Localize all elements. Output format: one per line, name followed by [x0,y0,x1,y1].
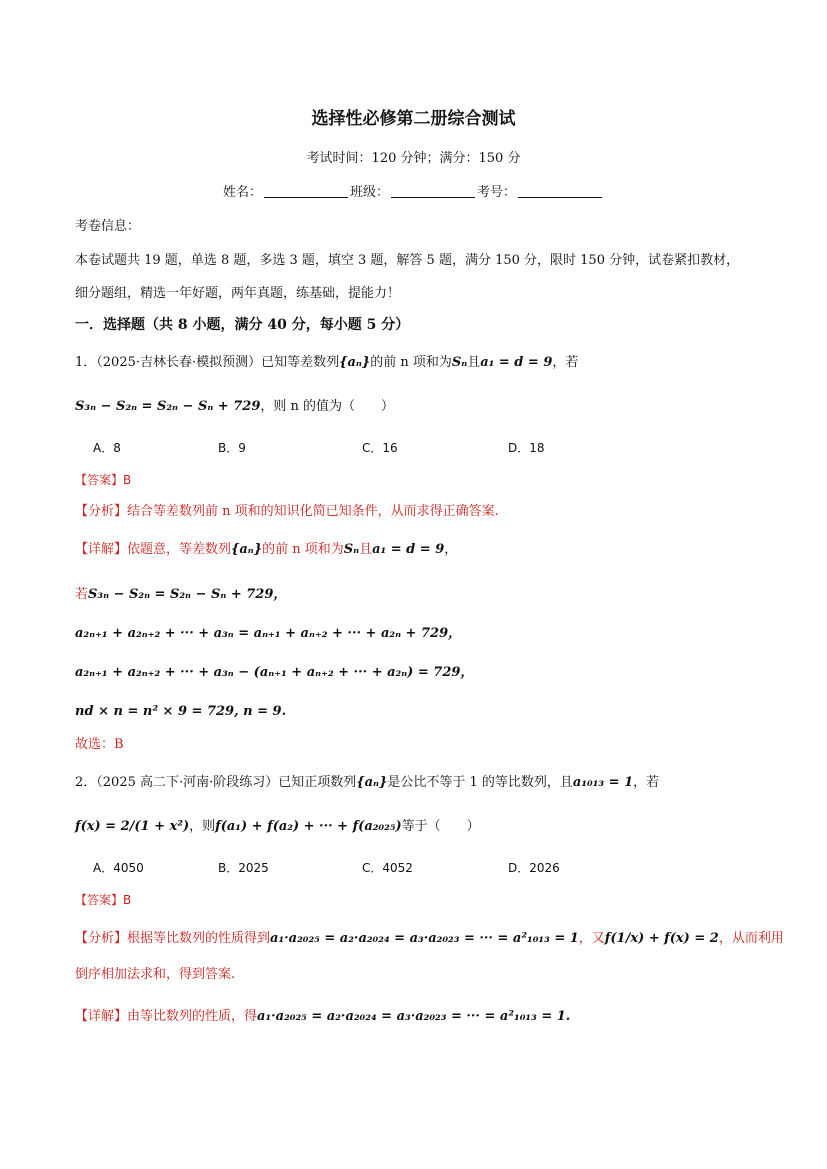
q1-step-4: nd × n = n² × 9 = 729, n = 9. [75,704,287,719]
q2-analysis-end: ，从而利用 [718,931,784,946]
q1-detail-prefix: 【详解】依题意，等差数列 [75,542,232,557]
q1-seq: {aₙ} [339,355,371,370]
q1-detail-cond: a₁ = d = 9 [372,542,445,557]
q2-option-d: D．2026 [508,861,560,875]
q1-option-d: D．18 [508,441,545,455]
q2-answer: 【答案】B [75,893,132,907]
q1-detail-seq: {aₙ} [231,542,263,557]
info-line-2: 细分题组，精选一年好题，两年真题，练基础，提能力！ [75,286,401,301]
q1-prefix: 1．（2025·吉林长春·模拟预测）已知等差数列 [75,355,340,370]
q2-prefix: 2．（2025 高二下·河南·阶段练习）已知正项数列 [75,775,357,790]
q1-cond: a₁ = d = 9 [480,355,553,370]
info-line-1: 本卷试题共 19 题，单选 8 题，多选 3 题，填空 3 题，解答 5 题，满分 150 分，限时 150 分钟，试卷紧扣教材， [75,253,740,268]
number-label: 考号： [477,185,517,200]
q2-analysis-mid: ，又 [578,931,605,946]
name-label: 姓名： [222,185,262,200]
q2-detail [75,1008,570,1026]
q1-step-3: a₂ₙ₊₁ + a₂ₙ₊₂ + ··· + a₃ₙ − (aₙ₊₁ + aₙ₊₂ + ··· + a₂ₙ) = 729， [75,665,474,680]
q2-detail-prefix: 【详解】由等比数列的性质，得 [75,1009,258,1024]
q1-detail-line1 [75,541,457,559]
q1-end: ，若 [552,355,579,370]
q2-option-b: B．2025 [218,861,269,875]
q1-step1-prefix: 若 [75,587,89,602]
q2-option-a: A．4050 [93,861,144,875]
q1-option-b: B．9 [218,441,246,455]
q2-stem-line2 [75,818,480,836]
q1-detail-sn: Sₙ [343,542,360,557]
q2-end: ，若 [633,775,660,790]
q1-step-1 [75,586,286,604]
q2-ask-end: 等于（ ） [401,819,480,834]
q2-analysis-line2: 倒序相加法求和，得到答案. [75,967,236,982]
q1-detail-mid: 的前 n 项和为 [262,542,344,557]
q2-ask-prefix: ，则 [189,819,216,834]
info-heading: 考卷信息： [75,219,141,234]
q1-step1-eq: S₃ₙ − S₂ₙ = S₂ₙ − Sₙ + 729， [88,587,287,602]
q1-equation: S₃ₙ − S₂ₙ = S₂ₙ − Sₙ + 729 [75,399,261,414]
page-title: 选择性必修第二册综合测试 [311,109,516,129]
q2-analysis-f: f(1/x) + f(x) = 2 [604,931,719,946]
q2-seq: {aₙ} [356,775,388,790]
class-blank [391,184,475,198]
q1-analysis: 【分析】结合等差数列前 n 项和的知识化简已知条件，从而求得正确答案. [75,504,499,519]
q1-option-a: A．8 [93,441,121,455]
q1-answer: 【答案】B [75,473,132,487]
q1-stem-line2 [75,398,394,416]
q1-step-2: a₂ₙ₊₁ + a₂ₙ₊₂ + ··· + a₃ₙ = aₙ₊₁ + aₙ₊₂ + ··· + a₂ₙ + 729， [75,626,462,641]
q2-sum: f(a₁) + f(a₂) + ··· + f(a₂₀₂₅) [215,819,402,834]
q1-ask: ，则 n 的值为（ ） [260,399,395,414]
name-blank [264,184,348,198]
q1-sn: Sₙ [451,355,468,370]
number-blank [518,184,602,198]
q2-option-c: C．4052 [362,861,413,875]
q1-and: 且 [467,355,481,370]
q2-analysis-line1 [75,930,784,948]
q1-option-c: C．16 [362,441,398,455]
q2-analysis-eq: a₁·a₂₀₂₅ = a₂·a₂₀₂₄ = a₃·a₂₀₂₃ = ··· = a²₁₀₁₃ = 1 [270,931,579,946]
q2-function: f(x) = 2/(1 + x²) [75,819,190,834]
student-info-row [0,184,827,202]
exam-time-info: 考试时间：120 分钟；满分：150 分 [306,151,521,166]
q1-choose: 故选：B [75,737,124,752]
q2-detail-eq: a₁·a₂₀₂₅ = a₂·a₂₀₂₄ = a₃·a₂₀₂₃ = ··· = a²₁₀₁₃ = 1. [257,1009,571,1024]
section-heading: 一．选择题（共 8 小题，满分 40 分，每小题 5 分） [75,317,410,333]
q1-detail-and: 且 [359,542,373,557]
q2-mid: 是公比不等于 1 的等比数列，且 [387,775,573,790]
q2-analysis-prefix: 【分析】根据等比数列的性质得到 [75,931,271,946]
q1-stem-line1 [75,354,578,372]
q1-mid: 的前 n 项和为 [370,355,452,370]
q2-stem-line1 [75,774,659,792]
q2-cond: a₁₀₁₃ = 1 [572,775,634,790]
class-label: 班级： [349,185,389,200]
q1-detail-end: ， [444,542,458,557]
